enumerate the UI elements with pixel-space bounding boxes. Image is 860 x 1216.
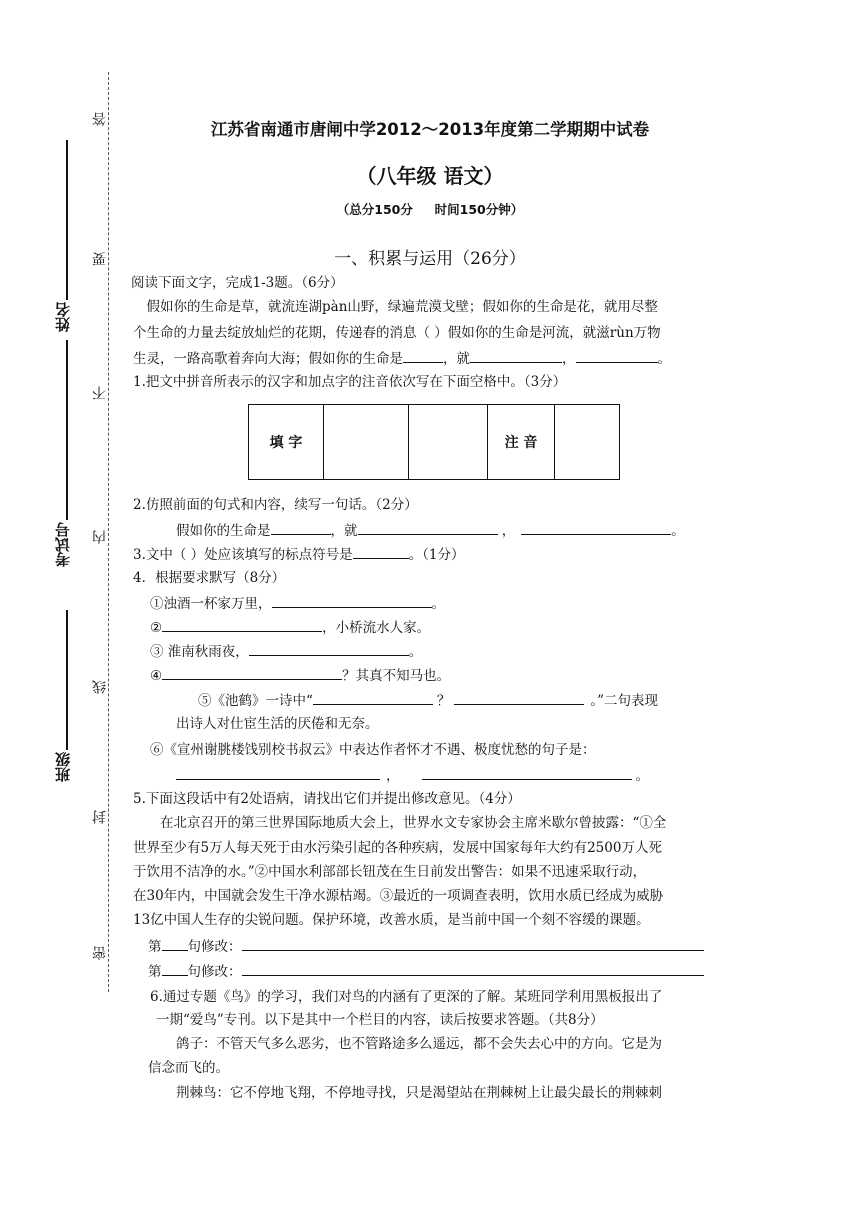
seal-char-4: 内 [92, 530, 108, 544]
question-3: 3.文中（ ）处应该填写的标点符号是 。（1分） [133, 544, 465, 565]
recite-blank-3[interactable] [249, 641, 409, 656]
question-2: 2.仿照前面的句式和内容，续写一句话。（2分） [133, 497, 418, 513]
exam-subtitle: （八年级 语文） [356, 164, 504, 188]
q6-thornbird-1: 荆棘鸟：它不停地飞翔，不停地寻找，只是渴望站在荆棘树上让最尖最长的荆棘刺 [176, 1085, 662, 1101]
passage-line-1: 假如你的生命是草，就流连湖pàn山野，绿遍荒漠戈壁；假如你的生命是花，就用尽整 [133, 299, 658, 315]
recite-item-5-cont: 出诗人对仕宦生活的厌倦和无奈。 [176, 716, 379, 732]
question-4: 4．根据要求默写（8分） [133, 570, 286, 586]
q2-blank-1[interactable] [271, 520, 331, 535]
recite-item-6: ⑥《宣州谢朓楼饯别校书叔云》中表达作者怀才不遇、极度忧愁的句子是： [150, 742, 596, 758]
pronunciation-label: 注 音 [488, 405, 555, 480]
recite-blank-5a[interactable] [313, 690, 433, 705]
answer-cell-1[interactable] [324, 405, 409, 480]
q5-passage-5: 13亿中国人生存的尖锐问题。保护环境，改善水质，是当前中国一个刻不容缓的课题。 [133, 912, 650, 928]
name-label: 姓名 [54, 302, 72, 332]
seal-char-3: 不 [92, 386, 108, 400]
recite-blank-1[interactable] [272, 593, 432, 608]
q5-passage-1: 在北京召开的第三世界国际地质大会上，世界水文专家协会主席米歇尔曾披露：“①全 [133, 815, 667, 831]
passage-line-2: 个生命的力量去绽放灿烂的花期，传递春的消息（ ）假如你的生命是河流，就滋rùn万物 [133, 325, 661, 341]
q5-fix-num-1[interactable] [162, 936, 188, 951]
seal-char-7: 密 [92, 946, 108, 960]
seal-char-2: 要 [92, 252, 108, 266]
blank-1[interactable] [403, 348, 443, 363]
answer-cell-3[interactable] [555, 405, 620, 480]
q5-passage-3: 于饮用不洁净的水。”②中国水利部部长钮茂在生日前发出警告：如果不迅速采取行动， [133, 864, 647, 880]
passage-intro: 阅读下面文字，完成1-3题。（6分） [131, 275, 344, 291]
recite-item-3: ③ 淮南秋雨夜， 。 [150, 641, 422, 662]
class-fill-line[interactable] [66, 610, 68, 750]
exam-title: 江苏省南通市唐闸中学2012～2013年度第二学期期中试卷 [210, 120, 650, 139]
seal-char-5: 线 [92, 680, 108, 694]
recite-blank-5b[interactable] [454, 690, 584, 705]
exam-number-label: 考试号 [54, 522, 72, 567]
question-2-answer: 假如你的生命是 ，就 ， 。 [176, 520, 685, 541]
q5-fix-line-2[interactable] [242, 961, 704, 976]
recite-item-2: ② ，小桥流水人家。 [150, 617, 430, 638]
blank-2[interactable] [470, 348, 562, 363]
q6-pigeon-1: 鸽子：不管天气多么恶劣，也不管路途多么遥远，都不会失去心中的方向。它是为 [176, 1036, 662, 1052]
q6-pigeon-2: 信念而飞的。 [148, 1060, 229, 1076]
q2-blank-3[interactable] [521, 520, 671, 535]
q5-fix-line-1[interactable] [242, 936, 704, 951]
answer-table [248, 404, 620, 480]
q5-fix-2: 第 句修改： [148, 961, 704, 982]
exam-fill-line[interactable] [66, 340, 68, 520]
recite-item-1: ①浊酒一杯家万里， 。 [150, 593, 445, 614]
answer-cell-2[interactable] [409, 405, 488, 480]
q5-fix-num-2[interactable] [162, 961, 188, 976]
recite-blank-2[interactable] [162, 617, 322, 632]
recite-item-5: ⑤《池鹤》一诗中“ ？ 。”二句表现 [198, 690, 658, 711]
question-6-line-1: 6.通过专题《鸟》的学习，我们对鸟的内涵有了更深的了解。某班同学利用黑板报出了 [150, 989, 663, 1005]
recite-item-6-answer: ， 。 [176, 765, 649, 786]
question-5: 5.下面这段话中有2处语病，请找出它们并提出修改意见。（4分） [133, 791, 521, 807]
question-6-line-2: 一期“爱鸟”专刊。以下是其中一个栏目的内容，读后按要求答题。（共8分） [156, 1012, 604, 1028]
q5-passage-4: 在30年内，中国就会发生干净水源枯竭。③最近的一项调查表明，饮用水质已经成为威胁 [133, 888, 664, 904]
class-label: 班级 [54, 752, 72, 782]
recite-blank-4[interactable] [162, 665, 342, 680]
seal-char-6: 封 [92, 810, 108, 824]
q2-blank-2[interactable] [358, 520, 498, 535]
q5-passage-2: 世界至少有5万人每天死于由水污染引起的各种疾病，发展中国家每年大约有2500万人死 [133, 840, 662, 856]
exam-meta: （总分150分 时间150分钟） [336, 202, 524, 217]
passage-line-3: 生灵，一路高歌着奔向大海；假如你的生命是 ，就 ， 。 [133, 348, 671, 369]
recite-item-4: ④ ？其真不知马也。 [150, 665, 450, 686]
blank-3[interactable] [576, 348, 658, 363]
recite-blank-6a[interactable] [176, 765, 380, 780]
seal-char-1: 答 [92, 112, 108, 126]
recite-blank-6b[interactable] [422, 765, 632, 780]
fill-char-label: 填 字 [249, 405, 324, 480]
q5-fix-1: 第 句修改： [148, 936, 704, 957]
q3-blank[interactable] [353, 544, 409, 559]
section-heading: 一、积累与运用（26分） [334, 249, 526, 269]
question-1: 1.把文中拼音所表示的汉字和加点字的注音依次写在下面空格中。（3分） [133, 374, 567, 390]
